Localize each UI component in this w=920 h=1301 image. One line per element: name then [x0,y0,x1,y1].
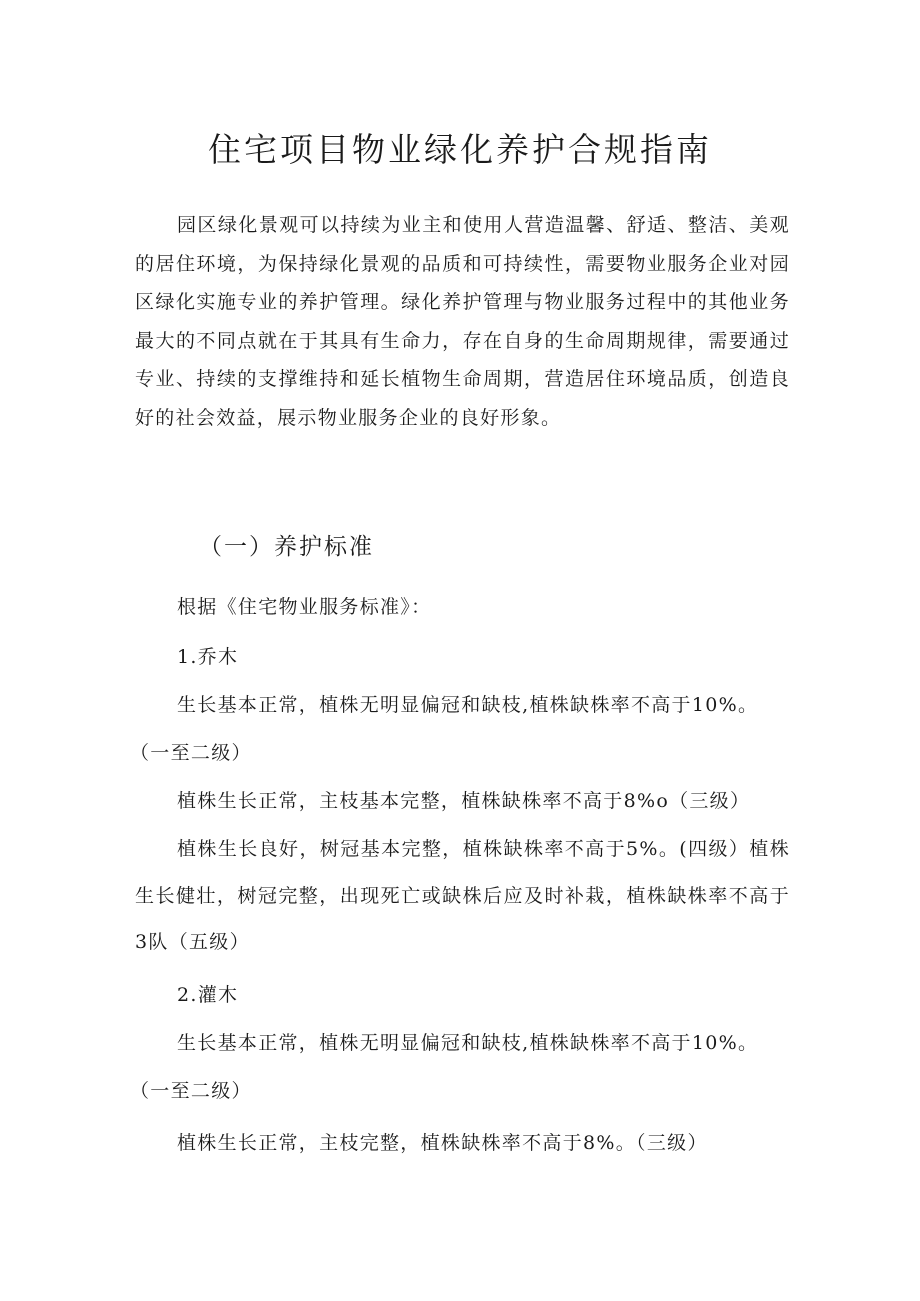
trees-heading: 1.乔木 [177,646,239,668]
standard-basis-line: 根据《住宅物业服务标准》： [177,596,432,618]
trees-level-1-2-label: （一至二级） [130,742,252,764]
trees-level-4-5-text: 植株生长良好，树冠基本完整，植株缺株率不高于5%。(四级）植株生长健壮，树冠完整，出现死亡或缺株后应及时补栽，植株缺株率不高于3队（五级） [135,838,790,953]
trees-level-1-2-text: 生长基本正常，植株无明显偏冠和缺枝,植株缺株率不高于10%。 [177,694,759,716]
intro-paragraph: 园区绿化景观可以持续为业主和使用人营造温馨、舒适、整洁、美观的居住环境，为保持绿化景观的品质和可持续性，需要物业服务企业对园区绿化实施专业的养护管理。绿化养护管理与物业服务过程中的其他业务最大的不同点就在于其具有生命力，存在自身的生命周期规律，需要通过专业、持续的支撑维持和延长植物生命周期，营造居住环境品质，创造良好的社会效益，展示物业服务企业的良好形象。 [135,214,790,429]
shrubs-level-1-2-label: （一至二级） [130,1080,252,1102]
trees-level-3-text: 植株生长正常，主枝基本完整，植株缺株率不高于8%o（三级） [177,790,751,812]
shrubs-level-1-2-text: 生长基本正常，植株无明显偏冠和缺枝,植株缺株率不高于10%。 [177,1032,759,1054]
page-title: 住宅项目物业绿化养护合规指南 [208,130,712,169]
shrubs-level-3-text: 植株生长正常，主枝完整，植株缺株率不高于8%。（三级） [177,1132,708,1154]
section-heading-maintenance-standards: （一）养护标准 [199,534,374,560]
shrubs-heading: 2.灌木 [177,984,239,1006]
